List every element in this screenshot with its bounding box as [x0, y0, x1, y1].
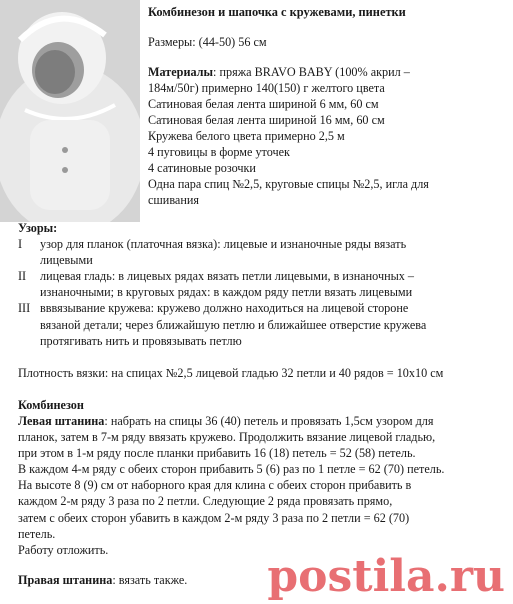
overalls-line: затем с обеих сторон убавить в каждом 2-м ряду 3 раза по 2 петли = 62 (70) [18, 510, 410, 525]
pattern-3 [18, 300, 508, 316]
right-leg-text: : вязать также. [112, 572, 188, 587]
pattern-2-line1: лицевая гладь: в лицевых рядах вязать петли лицевыми, в изнаночных – [40, 269, 415, 284]
overalls-line: Работу отложить. [18, 542, 109, 557]
patterns-heading: Узоры: [18, 221, 58, 235]
materials-item: 4 сатиновые розочки [148, 161, 256, 175]
pattern-2-number: II [18, 269, 27, 284]
materials-item: Кружева белого цвета примерно 2,5 м [148, 129, 345, 143]
materials-label: Материалы [148, 65, 214, 79]
postila-watermark: postila.ru [267, 551, 505, 602]
spacer [18, 349, 508, 365]
pattern-3-line2: вязаной детали; через ближайшую петлю и ближайшее отверстие кружева [40, 317, 427, 332]
instructions-section [18, 220, 508, 588]
left-leg-text: : набрать на спицы 36 (40) петель и провязать 1,5см узором для [104, 413, 434, 428]
pattern-3-number: III [18, 301, 31, 316]
pattern-1-number: I [18, 237, 23, 252]
materials-item: Одна пара спиц №2,5, круговые спицы №2,5, игла для [148, 177, 429, 191]
left-leg-label: Левая штанина [18, 413, 105, 428]
baby-illustration [0, 0, 140, 222]
overalls-line: В каждом 4-м ряду с обеих сторон прибавить 5 (6) раз по 1 петле = 62 (70) петель. [18, 462, 445, 477]
materials-item: Сатиновая белая лента шириной 6 мм, 60 см [148, 97, 379, 111]
baby-photo [0, 0, 140, 222]
pattern-1-line1: узор для планок (платочная вязка): лицевые и изнаночные ряды вязать [40, 237, 407, 252]
materials-heading [148, 64, 508, 80]
overalls-line: при этом в 1-м ряду после планки прибавить 16 (18) петель = 52 (58) петель. [18, 446, 416, 461]
overalls-line: На высоте 8 (9) см от наборного края для клина с обеих сторон прибавить в [18, 478, 412, 493]
pattern-2-line2: изнаночными; в круговых рядах: в каждом ряду петли вязать лицевыми [40, 285, 413, 300]
overalls-line: каждом 2-м ряду 3 раза по 2 петли. Следующие 2 ряда провязать прямо, [18, 494, 393, 509]
materials-item: сшивания [148, 193, 199, 207]
density-text: Плотность вязки: на спицах №2,5 лицевой гладью 32 петли и 40 рядов = 10х10 см [18, 365, 444, 380]
pattern-2 [18, 268, 508, 284]
materials-item: Сатиновая белая лента шириной 16 мм, 60 см [148, 113, 385, 127]
spacer [18, 381, 508, 397]
overalls-line: планок, затем в 7-м ряду ввязать кружево. Продолжить вязание лицевой гладью, [18, 430, 436, 445]
left-leg-line [18, 413, 508, 429]
right-leg-label: Правая штанина [18, 572, 113, 587]
overalls-line: петель. [18, 526, 56, 541]
materials-first: : пряжа BRAVO BABY (100% акрил – [213, 65, 410, 79]
intro-section [148, 4, 508, 208]
pattern-1 [18, 236, 508, 252]
page-title: Комбинезон и шапочка с кружевами, пинетки [148, 5, 406, 19]
overalls-heading: Комбинезон [18, 397, 84, 412]
pattern-3-line3: протягивать нить и провязывать петлю [40, 333, 242, 348]
pattern-3-line1: вввязывание кружева: кружево должно находиться на лицевой стороне [40, 301, 409, 316]
sizes-text: Размеры: (44-50) 56 см [148, 35, 267, 49]
materials-item: 4 пуговицы в форме уточек [148, 145, 290, 159]
pattern-1-line2: лицевыми [40, 253, 93, 268]
materials-first-cont: 184м/50г) примерно 140(150) г желтого цвета [148, 81, 385, 95]
